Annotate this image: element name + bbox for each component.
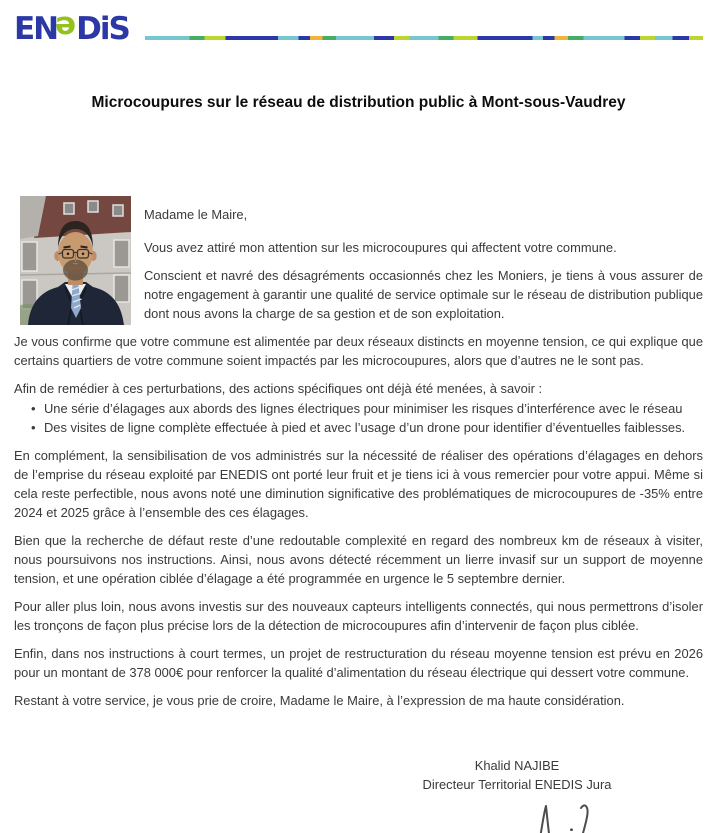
signatory-name: Khalid NAJIBE	[474, 758, 560, 773]
paragraph-conscient: Conscient et navré des désagréments occasionnés chez les Moniers, je tiens à vous assurer de notre engagement à garantir une qualité de service optimale sur le réseau de distribution publique dont nous avons la charge de sa gestion et de son exploitation.	[144, 268, 703, 321]
intro-text	[131, 196, 703, 325]
letter-body	[0, 196, 717, 833]
paragraph-attention: Vous avez attiré mon attention sur les microcoupures qui affectent votre commune.	[144, 240, 617, 255]
portrait-photo	[20, 196, 131, 325]
document-title: Microcoupures sur le réseau de distribution public à Mont-sous-Vaudrey	[91, 94, 626, 111]
enedis-logo-green-e: e	[57, 9, 77, 45]
paragraph-complement: En complément, la sensibilisation de vos administrés sur la nécessité de réaliser des opérations d’élagages en dehors de l’emprise du réseau exploité par ENEDIS ont porté leur fruit et je tiens ici à vous remercier pour votre appui. Même si cela reste perfectible, nous avons noté une diminution significative des problématiques de microcoupures de -35% entre 2024 et 2025 grâce à l’ensemble des ces élagages.	[14, 448, 703, 520]
paragraph-recherche: Bien que la recherche de défaut reste d’une redoutable complexité en regard des nombreux km de réseaux à visiter, nous poursuivons nos instructions. Ainsi, nous avons détecté récemment un lierre invasif sur un support de moyenne tension, et une opération ciblée d’élagage a été programmée en urgence le 5 septembre dernier.	[14, 533, 703, 586]
paragraph-politesse: Restant à votre service, je vous prie de croire, Madame le Maire, à l’expression de ma haute considération.	[14, 693, 625, 708]
header	[0, 0, 717, 46]
brand-decorative-line	[145, 36, 703, 40]
paragraph-projet: Enfin, dans nos instructions à court termes, un projet de restructuration du réseau moyenne tension est prévu en 2026 pour un montant de 378 000€ pour renforcer la qualité d’alimentation du réseau électrique qui dessert votre commune.	[14, 646, 703, 680]
list-item: • Des visites de ligne complète effectuée à pied et avec l’usage d’un drone pour identifier d’éventuelles faiblesses.	[31, 419, 703, 438]
paragraph-confirme: Je vous confirme que votre commune est alimentée par deux réseaux distincts en moyenne tension, ce qui explique que certains quartiers de votre commune soient impactés par les microcoupures, alors que d’autres ne le sont pas.	[14, 334, 703, 368]
paragraph-actions-intro: Afin de remédier à ces perturbations, des actions spécifiques ont déjà été menées, à savoir :	[14, 381, 543, 396]
actions-list	[14, 400, 703, 437]
enedis-logo-text-right: DiS	[76, 11, 129, 47]
paragraph-capteurs: Pour aller plus loin, nous avons investis sur des nouveaux capteurs intelligents connectés, qui nous permettrons d’isoler les tronçons de façon plus précise lors de la détection de microcoupures afin d’intervenir de façon plus ciblée.	[14, 599, 703, 633]
handwritten-signature	[503, 796, 653, 833]
signatory-title: Directeur Territorial ENEDIS Jura	[422, 777, 612, 792]
enedis-logo-text-left: EN	[14, 11, 58, 47]
signature-block	[367, 756, 667, 833]
intro-row	[14, 196, 703, 325]
list-item: • Une série d’élagages aux abords des lignes électriques pour minimiser les risques d’interférence avec le réseau	[31, 400, 703, 419]
enedis-logo	[14, 9, 129, 47]
salutation: Madame le Maire,	[144, 207, 248, 222]
